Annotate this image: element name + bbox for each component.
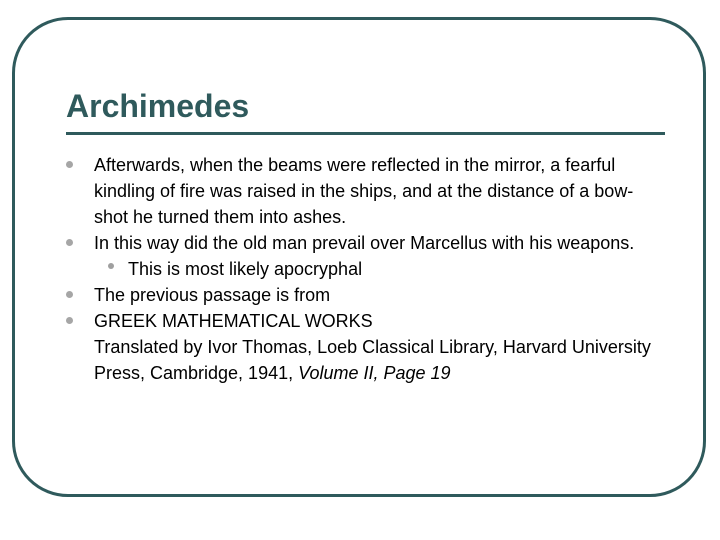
bullet-item	[64, 308, 664, 386]
bullet-item	[64, 282, 664, 308]
sub-bullet-item	[94, 256, 664, 282]
bullet-dot-icon	[66, 239, 73, 246]
bullet-dot-icon	[66, 161, 73, 168]
title-underline	[66, 132, 665, 135]
citation-volume-page: Volume II, Page 19	[298, 363, 451, 383]
sub-bullet-dot-icon	[108, 263, 114, 269]
bullet-text: Afterwards, when the beams were reflected in the mirror, a fearful kindling of fire was raised in the ships, and at the distance of a bow-shot he turned them into ashes.	[94, 155, 634, 227]
bullet-item	[64, 152, 664, 230]
bullet-dot-icon	[66, 317, 73, 324]
bullet-text: The previous passage is from	[94, 285, 331, 305]
bullet-dot-icon	[66, 291, 73, 298]
bullet-list	[64, 152, 664, 386]
bullet-text: In this way did the old man prevail over Marcellus with his weapons.	[94, 233, 635, 253]
slide-title: Archimedes	[66, 88, 250, 124]
sub-bullet-text: This is most likely apocryphal	[128, 259, 363, 279]
citation-text: Translated by Ivor Thomas, Loeb Classical Library, Harvard University Press, Cambridge, 1941,	[94, 337, 651, 383]
book-title: GREEK MATHEMATICAL WORKS	[94, 311, 373, 331]
bullet-item	[64, 230, 664, 282]
